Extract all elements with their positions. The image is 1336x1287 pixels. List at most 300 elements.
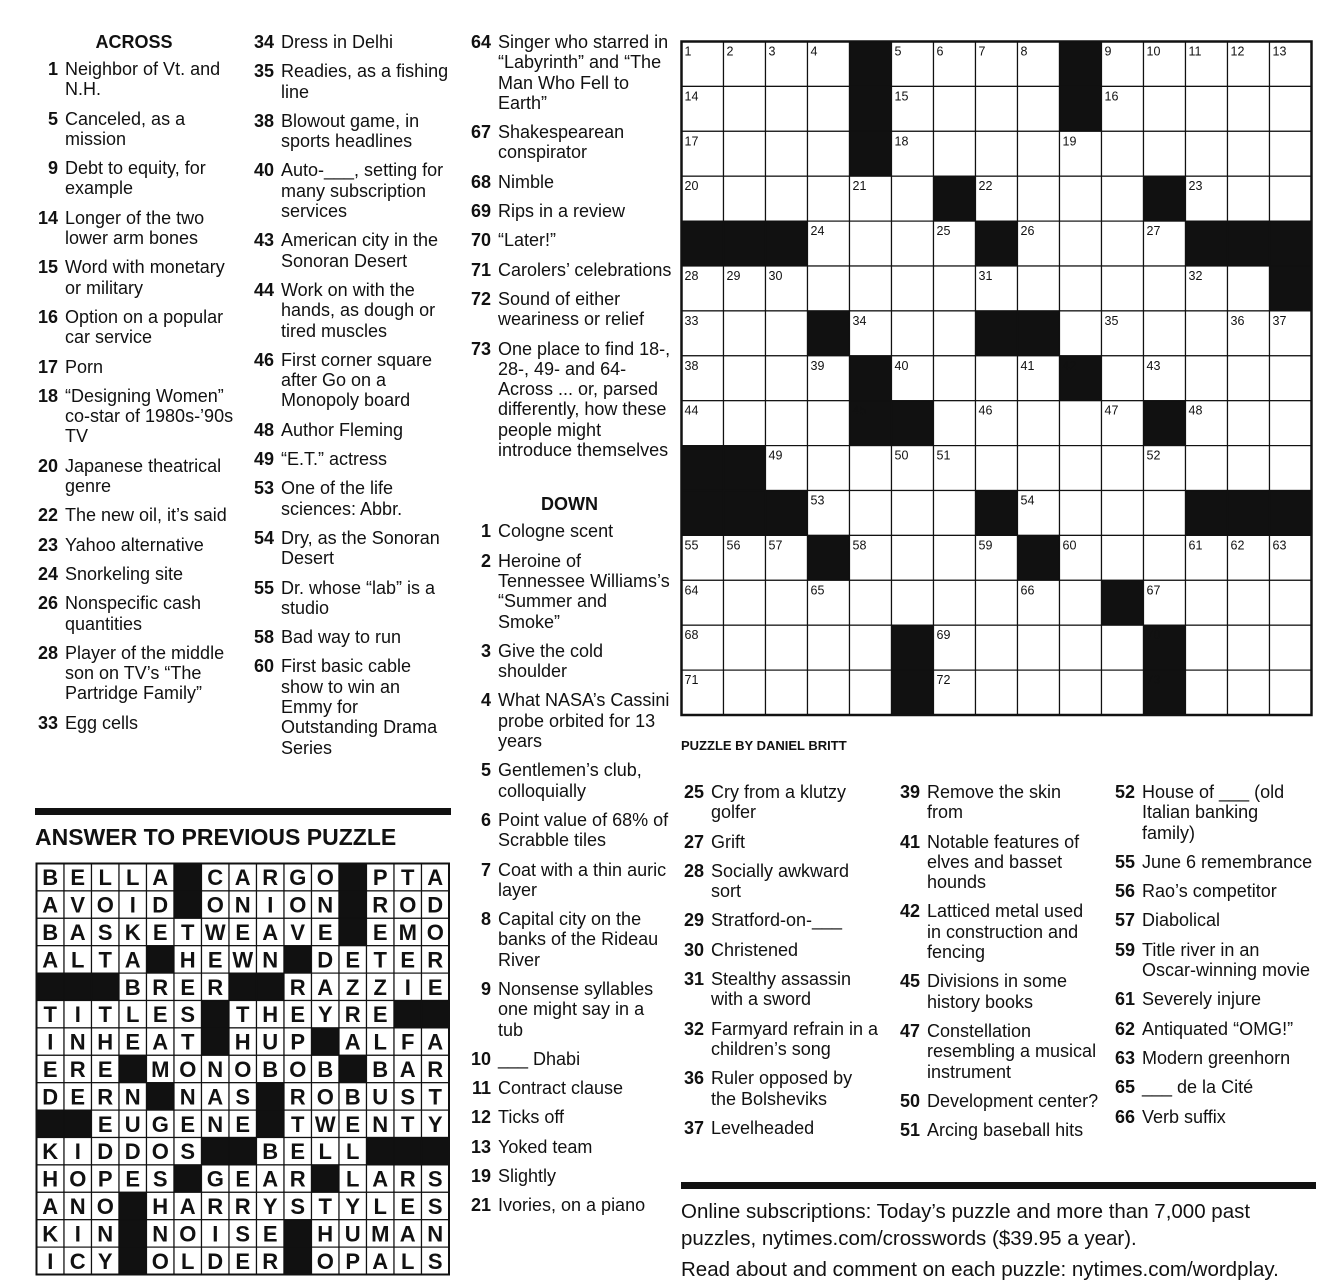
clue <box>34 713 234 733</box>
grid-cell[interactable] <box>1270 580 1312 625</box>
footer-wordplay: Read about and comment on each puzzle: nytimes.com/wordplay. <box>681 1258 1279 1281</box>
clue <box>1111 1107 1316 1127</box>
grid-cell[interactable] <box>766 356 808 401</box>
clue <box>896 1021 1101 1082</box>
answer-letter: L <box>71 947 85 973</box>
answer-letter: W <box>314 1111 336 1137</box>
grid-cell[interactable] <box>1270 670 1312 715</box>
answer-letter: E <box>372 920 388 945</box>
grid-cell[interactable] <box>976 580 1018 625</box>
grid-cell[interactable] <box>724 401 766 446</box>
answer-letter: A <box>372 1248 389 1274</box>
clue <box>467 521 672 541</box>
clue <box>34 643 234 704</box>
cell-number: 37 <box>1272 313 1287 328</box>
clue-text: Longer of the two lower arm bones <box>65 207 205 249</box>
grid-cell[interactable] <box>766 176 808 221</box>
answer-letter: D <box>207 1248 224 1274</box>
grid-cell[interactable] <box>724 131 766 176</box>
answer-letter: T <box>318 1194 332 1219</box>
grid-cell[interactable] <box>724 311 766 356</box>
grid-cell[interactable] <box>1018 446 1060 491</box>
clue-number: 25 <box>683 782 704 802</box>
grid-cell[interactable] <box>850 580 892 625</box>
black-square <box>284 946 312 973</box>
clue <box>34 564 234 584</box>
black-square <box>724 491 766 536</box>
grid-cell[interactable] <box>1018 131 1060 176</box>
grid-cell[interactable] <box>808 86 850 131</box>
clue <box>467 289 672 330</box>
clue-number: 63 <box>1114 1047 1135 1068</box>
cell-number: 49 <box>768 448 783 463</box>
grid-cell[interactable] <box>766 86 808 131</box>
grid-cell[interactable] <box>1018 670 1060 715</box>
grid-cell[interactable] <box>808 625 850 670</box>
across-header: ACROSS <box>95 32 173 52</box>
grid-cell[interactable] <box>1144 131 1186 176</box>
grid-cell[interactable] <box>934 266 976 311</box>
grid-cell[interactable] <box>1060 176 1102 221</box>
grid-cell[interactable] <box>1270 401 1312 446</box>
down-clues-col4 <box>680 782 880 1147</box>
grid-cell[interactable] <box>808 176 850 221</box>
clue <box>680 940 880 960</box>
grid-cell[interactable] <box>1270 86 1312 131</box>
clue <box>467 1137 672 1157</box>
grid-cell[interactable] <box>1060 580 1102 625</box>
answer-letter: I <box>74 1002 81 1028</box>
clue-text: Readies, as a fishing line <box>281 61 449 102</box>
clue-text: Development center? <box>927 1090 1099 1111</box>
clue-text: What NASA’s Cassini probe orbited for 13 years <box>498 690 670 752</box>
clue <box>250 280 455 341</box>
grid-cell[interactable] <box>1060 625 1102 670</box>
grid-cell[interactable] <box>1228 356 1270 401</box>
grid-cell[interactable] <box>808 131 850 176</box>
grid-cell[interactable] <box>1018 401 1060 446</box>
clue-text: Author Fleming <box>281 419 404 440</box>
grid-cell[interactable] <box>724 86 766 131</box>
grid-cell[interactable] <box>766 131 808 176</box>
clue-text: Notable features of elves and basset hounds <box>927 831 1080 893</box>
grid-cell[interactable] <box>724 356 766 401</box>
grid-cell[interactable] <box>766 401 808 446</box>
cell-number: 26 <box>1020 224 1035 239</box>
clue-number: 2 <box>480 550 491 571</box>
grid-cell[interactable] <box>1060 446 1102 491</box>
clue-text: Shakespearean conspirator <box>498 122 625 163</box>
clue-number: 61 <box>1114 989 1135 1010</box>
black-square <box>339 864 367 891</box>
black-square <box>119 1055 147 1082</box>
grid-cell[interactable] <box>892 221 934 266</box>
grid-cell[interactable] <box>1060 401 1102 446</box>
answer-letter: E <box>372 1002 388 1028</box>
black-square <box>394 1138 422 1165</box>
grid-cell[interactable] <box>850 446 892 491</box>
cell-number: 73 <box>1146 673 1161 688</box>
cell-number: 30 <box>768 269 783 283</box>
clue <box>250 160 455 221</box>
answer-letter: S <box>235 1084 251 1110</box>
clue-number: 56 <box>1114 881 1135 902</box>
black-square <box>1144 176 1186 221</box>
grid-cell[interactable] <box>1060 266 1102 311</box>
black-square <box>92 973 120 1000</box>
clue-text: Carolers’ celebrations <box>498 259 672 280</box>
answer-letter: N <box>262 947 279 973</box>
grid-cell[interactable] <box>850 221 892 266</box>
cell-number: 6 <box>936 44 944 59</box>
grid-cell[interactable] <box>724 580 766 625</box>
byline: PUZZLE BY DANIEL BRITT <box>681 738 847 753</box>
clue-text: “Later!” <box>498 230 557 251</box>
answer-letter: I <box>404 974 411 1000</box>
crossword-grid[interactable] <box>680 40 1313 722</box>
clue <box>467 1107 672 1127</box>
cell-number: 3 <box>768 44 776 59</box>
grid-cell[interactable] <box>766 580 808 625</box>
clue <box>467 909 672 970</box>
clue-text: Heroine of Tennessee Williams’s “Summer and Smoke” <box>498 550 670 632</box>
clue-text: Grift <box>711 831 745 852</box>
clue <box>1111 1077 1316 1097</box>
down-header: DOWN <box>541 494 598 515</box>
clue-text: Verb suffix <box>1142 1106 1226 1127</box>
answer-letter: E <box>152 920 168 945</box>
clue-text: Porn <box>65 356 104 377</box>
grid-cell[interactable] <box>934 535 976 580</box>
grid-cell[interactable] <box>1102 670 1144 715</box>
grid-cell[interactable] <box>892 580 934 625</box>
grid-cell[interactable] <box>976 356 1018 401</box>
grid-cell[interactable] <box>808 670 850 715</box>
clue-text: Dry, as the Sonoran Desert <box>281 527 440 569</box>
grid-cell[interactable] <box>1102 446 1144 491</box>
grid-cell[interactable] <box>1228 86 1270 131</box>
clue-number: 42 <box>899 901 920 922</box>
grid-cell[interactable] <box>850 670 892 715</box>
grid-cell[interactable] <box>1186 446 1228 491</box>
grid-cell[interactable] <box>1102 131 1144 176</box>
cell-number: 64 <box>684 583 699 598</box>
grid-cell[interactable] <box>1228 131 1270 176</box>
clue-text: Bad way to run <box>281 627 402 648</box>
grid-cell[interactable] <box>1228 580 1270 625</box>
clue-number: 17 <box>37 356 58 377</box>
answer-letter: P <box>97 1166 113 1192</box>
clue-text: Socially awkward sort <box>711 860 850 902</box>
answer-letter: A <box>152 865 169 891</box>
clues-col3 <box>467 32 672 1225</box>
clue-number: 1 <box>480 521 491 542</box>
grid-cell[interactable] <box>1102 535 1144 580</box>
grid-cell[interactable] <box>1270 625 1312 670</box>
answer-letter: D <box>97 1139 114 1165</box>
clue-number: 69 <box>470 201 491 222</box>
grid-cell[interactable] <box>724 670 766 715</box>
cell-number: 4 <box>810 44 818 59</box>
grid-cell[interactable] <box>1018 176 1060 221</box>
grid-cell[interactable] <box>1228 446 1270 491</box>
clue-text: Rao’s competitor <box>1142 881 1277 902</box>
answer-letter: B <box>262 1057 279 1082</box>
grid-cell[interactable] <box>766 670 808 715</box>
grid-cell[interactable] <box>934 86 976 131</box>
clue-text: Remove the skin from <box>927 782 1062 823</box>
grid-cell[interactable] <box>1102 491 1144 536</box>
grid-cell[interactable] <box>1186 670 1228 715</box>
grid-cell[interactable] <box>1270 176 1312 221</box>
clue-number: 49 <box>253 449 274 470</box>
grid-cell[interactable] <box>1186 580 1228 625</box>
grid-cell[interactable] <box>1060 491 1102 536</box>
answer-letter: L <box>181 1248 195 1274</box>
answer-letter: E <box>235 1111 251 1137</box>
clue-number: 29 <box>683 910 704 931</box>
cell-number: 71 <box>684 673 699 688</box>
clue-number: 34 <box>253 32 274 52</box>
clue <box>680 1019 880 1060</box>
grid-cell[interactable] <box>892 266 934 311</box>
answer-letter: U <box>344 1221 361 1247</box>
grid-cell[interactable] <box>724 176 766 221</box>
clue-number: 53 <box>253 478 274 499</box>
clue-text: Cologne scent <box>498 521 614 542</box>
answer-letter: O <box>316 865 334 891</box>
black-square <box>808 311 850 356</box>
grid-cell[interactable] <box>934 580 976 625</box>
clue-number: 18 <box>37 385 58 406</box>
cell-number: 48 <box>1188 403 1203 418</box>
answer-letter: H <box>179 947 196 973</box>
clue-text: Point value of 68% of Scrabble tiles <box>498 809 669 851</box>
answer-letter: I <box>47 1248 54 1274</box>
answer-letter: N <box>427 1221 444 1247</box>
black-square <box>257 1083 285 1110</box>
cell-number: 50 <box>894 448 909 463</box>
grid-cell[interactable] <box>1228 625 1270 670</box>
grid-cell[interactable] <box>1270 356 1312 401</box>
clue <box>34 109 234 150</box>
grid-cell[interactable] <box>1186 131 1228 176</box>
clue-text: One place to find 18-, 28-, 49- and 64-Across ... or, parsed differently, how these people might introduce themselves <box>498 338 671 461</box>
grid-cell[interactable] <box>934 311 976 356</box>
answer-letter: P <box>372 865 388 891</box>
black-square <box>1102 580 1144 625</box>
grid-cell[interactable] <box>892 491 934 536</box>
clue-number: 37 <box>683 1117 704 1138</box>
cell-number: 39 <box>810 358 825 373</box>
answer-letter: T <box>291 1111 305 1137</box>
answer-letter: R <box>262 865 279 891</box>
clue-number: 54 <box>253 527 274 548</box>
grid-cell[interactable] <box>766 625 808 670</box>
grid-cell[interactable] <box>1186 625 1228 670</box>
grid-cell[interactable] <box>850 625 892 670</box>
grid-cell[interactable] <box>766 311 808 356</box>
cell-number: 1 <box>684 44 692 59</box>
cell-number: 24 <box>810 224 825 239</box>
black-square <box>312 1028 340 1055</box>
grid-cell[interactable] <box>976 670 1018 715</box>
clue <box>467 810 672 851</box>
clue <box>467 339 672 461</box>
answer-letter: A <box>207 1084 224 1110</box>
answer-letter: I <box>267 892 274 918</box>
divider <box>681 1182 1316 1189</box>
answer-letter: O <box>96 892 114 918</box>
clue-text: Constellation resembling a musical instrument <box>927 1020 1097 1082</box>
clue-number: 73 <box>470 338 491 359</box>
answer-letter: F <box>401 1029 415 1055</box>
clue-number: 16 <box>37 306 58 327</box>
black-square <box>934 176 976 221</box>
grid-cell[interactable] <box>808 401 850 446</box>
answer-letter: S <box>400 1084 416 1110</box>
clue-text: American city in the Sonoran Desert <box>281 230 439 271</box>
answer-letter: O <box>316 1084 334 1110</box>
grid-cell[interactable] <box>1144 266 1186 311</box>
grid-cell[interactable] <box>1144 535 1186 580</box>
black-square <box>1270 491 1312 536</box>
grid-cell[interactable] <box>1228 266 1270 311</box>
grid-cell[interactable] <box>1228 670 1270 715</box>
clue-list <box>896 782 1101 1140</box>
black-square <box>422 1138 450 1165</box>
grid-cell[interactable] <box>976 86 1018 131</box>
grid-cell[interactable] <box>1102 266 1144 311</box>
black-square <box>147 946 175 973</box>
grid-cell[interactable] <box>976 446 1018 491</box>
clue <box>680 1068 880 1109</box>
answer-letter: L <box>98 865 112 891</box>
grid-cell[interactable] <box>892 311 934 356</box>
grid-cell[interactable] <box>1060 670 1102 715</box>
answer-letter: H <box>97 1029 114 1055</box>
answer-letter: E <box>42 1057 58 1082</box>
clue <box>1111 989 1316 1009</box>
clue-number: 43 <box>253 230 274 251</box>
grid-cell[interactable] <box>1228 401 1270 446</box>
grid-cell[interactable] <box>1144 86 1186 131</box>
grid-cell[interactable] <box>724 625 766 670</box>
clue <box>467 201 672 221</box>
clue-text: Ruler opposed by the Bolsheviks <box>711 1068 853 1109</box>
answer-letter: B <box>262 1139 279 1165</box>
clue <box>34 307 234 348</box>
grid-cell[interactable] <box>1186 86 1228 131</box>
cell-number: 27 <box>1146 224 1161 239</box>
grid-cell[interactable] <box>1060 221 1102 266</box>
grid-cell[interactable] <box>1228 176 1270 221</box>
cell-number: 28 <box>684 269 699 283</box>
clue-number: 39 <box>899 782 920 802</box>
grid-cell[interactable] <box>976 131 1018 176</box>
grid-cell[interactable] <box>1270 131 1312 176</box>
cell-number: 34 <box>852 313 867 328</box>
grid-cell[interactable] <box>1018 625 1060 670</box>
answer-letter: L <box>318 1139 332 1165</box>
answer-letter: N <box>179 1084 196 1110</box>
grid-cell[interactable] <box>808 266 850 311</box>
black-square <box>174 864 202 891</box>
grid-cell[interactable] <box>1186 311 1228 356</box>
answer-letter: E <box>70 1084 86 1110</box>
answer-letter: R <box>207 974 224 1000</box>
answer-letter: R <box>97 1084 114 1110</box>
divider <box>35 808 451 815</box>
grid-cell[interactable] <box>934 356 976 401</box>
grid-cell[interactable] <box>1018 266 1060 311</box>
black-square <box>147 1083 175 1110</box>
clue <box>34 505 234 525</box>
cell-number: 20 <box>684 179 699 194</box>
grid-cell[interactable] <box>1102 356 1144 401</box>
black-square <box>64 1110 92 1137</box>
grid-cell[interactable] <box>1102 625 1144 670</box>
clue-number: 64 <box>470 32 491 52</box>
grid-cell[interactable] <box>934 401 976 446</box>
grid-cell[interactable] <box>850 491 892 536</box>
cell-number: 14 <box>684 89 699 104</box>
clue-text: One of the life sciences: Abbr. <box>281 478 403 519</box>
grid-cell[interactable] <box>1186 356 1228 401</box>
grid-cell[interactable] <box>934 131 976 176</box>
answer-letter: H <box>317 1221 334 1247</box>
grid-cell[interactable] <box>808 446 850 491</box>
clue-list <box>467 32 672 460</box>
clue-text: Nonspecific cash quantities <box>65 593 202 634</box>
answer-letter: N <box>124 1084 141 1110</box>
answer-letter: M <box>398 920 417 945</box>
answer-letter: Y <box>317 1002 333 1028</box>
answer-letter: U <box>124 1111 141 1137</box>
grid-cell[interactable] <box>1102 221 1144 266</box>
clue-number: 59 <box>1114 939 1135 960</box>
clue-text: Severely injure <box>1142 989 1262 1010</box>
grid-cell[interactable] <box>1060 311 1102 356</box>
clue-text: Blowout game, in sports headlines <box>281 110 420 152</box>
answer-letter: N <box>317 892 334 918</box>
grid-cell[interactable] <box>1144 491 1186 536</box>
answer-letter: A <box>344 1029 361 1055</box>
answer-letter: S <box>290 1194 306 1219</box>
clue <box>250 32 455 52</box>
cell-number: 57 <box>768 538 783 553</box>
grid-cell[interactable] <box>1102 176 1144 221</box>
grid-cell[interactable] <box>1018 86 1060 131</box>
black-square <box>312 1165 340 1192</box>
grid-cell[interactable] <box>1270 446 1312 491</box>
answer-letter: I <box>74 1221 81 1247</box>
answer-letter: O <box>179 1221 197 1247</box>
cell-number: 46 <box>978 403 993 418</box>
grid-cell[interactable] <box>892 535 934 580</box>
answer-letter: I <box>212 1221 219 1247</box>
grid-cell[interactable] <box>976 625 1018 670</box>
answer-letter: E <box>345 947 361 973</box>
grid-cell[interactable] <box>934 491 976 536</box>
answer-letter: A <box>124 947 141 973</box>
grid-cell[interactable] <box>850 266 892 311</box>
clue-list <box>1111 782 1316 1127</box>
clue-text: Work on with the hands, as dough or tired muscles <box>281 279 436 341</box>
grid-cell[interactable] <box>892 176 934 221</box>
answer-letter: B <box>372 1057 389 1082</box>
grid-cell[interactable] <box>1144 311 1186 356</box>
